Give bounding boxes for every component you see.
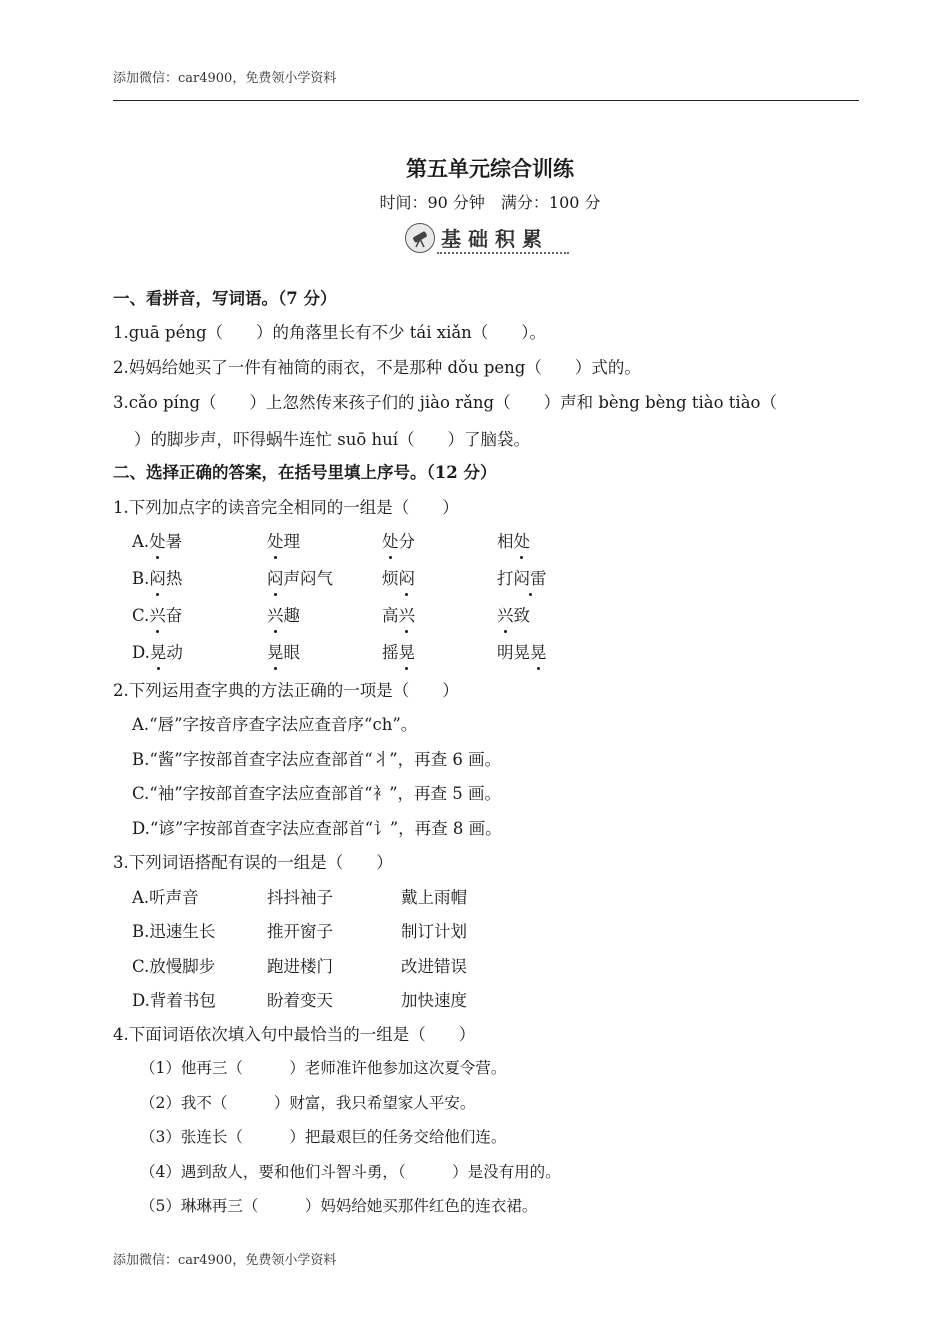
s2-q3-d-3: 加快速度: [401, 991, 467, 1010]
word: 处理: [267, 528, 300, 552]
s2-q3-c-2: 跑进楼门: [267, 957, 333, 976]
s2-q3-d-1: D.背着书包: [132, 991, 216, 1010]
word: 处分: [382, 528, 415, 552]
footer-note: 添加微信：car4900，免费领小学资料: [113, 1253, 337, 1268]
s2-q1-option-c: C.兴奋: [132, 602, 182, 626]
badge-label: 基础积累: [441, 227, 549, 251]
s2-q4-item-2: （2）我不（ ）财富，我只希望家人平安。: [140, 1094, 476, 1112]
word: 摇晃: [382, 639, 415, 663]
s2-q2-option-d: D.“谚”字按部首查字法应查部首“讠”，再查 8 画。: [132, 819, 502, 838]
word: 兴致: [497, 602, 530, 626]
word: 相处: [497, 528, 530, 552]
telescope-icon: [405, 223, 435, 253]
s2-q4-item-5: （5）琳琳再三（ ）妈妈给她买那件红色的连衣裙。: [140, 1197, 538, 1215]
s2-q3-d-2: 盼着变天: [267, 991, 333, 1010]
s2-q3-a-1: A.听声音: [132, 888, 199, 907]
s2-q3-a-2: 抖抖袖子: [267, 888, 333, 907]
s2-q1-option-d: D.晃动: [132, 639, 183, 663]
section-badge: [405, 221, 567, 255]
s2-q3-stem: 3.下列词语搭配有误的一组是（ ）: [113, 853, 393, 872]
word: 打闷雷: [497, 565, 547, 589]
section1-heading: 一、看拼音，写词语。（7 分）: [113, 289, 337, 308]
word: 兴趣: [267, 602, 300, 626]
s1-question-2: 2.妈妈给她买了一件有袖筒的雨衣，不是那种 dǒu peng（ ）式的。: [113, 358, 641, 377]
s2-q2-option-c: C.“袖”字按部首查字法应查部首“衤”，再查 5 画。: [132, 784, 502, 803]
header-note: 添加微信：car4900，免费领小学资料: [113, 71, 337, 86]
word: 烦闷: [382, 565, 415, 589]
s1-question-3b: ）的脚步声，吓得蜗牛连忙 suō huí（ ）了脑袋。: [134, 430, 531, 449]
word: 闷声闷气: [267, 565, 333, 589]
section2-heading: 二、选择正确的答案，在括号里填上序号。（12 分）: [113, 463, 497, 482]
header-rule: [113, 100, 859, 101]
s2-q4-item-3: （3）张连长（ ）把最艰巨的任务交给他们连。: [140, 1128, 507, 1146]
page-title: 第五单元综合训练: [406, 156, 574, 181]
s2-q3-b-3: 制订计划: [401, 922, 467, 941]
s2-q4-stem: 4.下面词语依次填入句中最恰当的一组是（ ）: [113, 1025, 476, 1044]
s2-q2-option-a: A.“唇”字按音序查字法应查音序“ch”。: [132, 715, 418, 734]
s2-q2-option-b: B.“酱”字按部首查字法应查部首“丬”，再查 6 画。: [132, 750, 502, 769]
s2-q4-item-1: （1）他再三（ ）老师准许他参加这次夏令营。: [140, 1059, 507, 1077]
badge-underline: [437, 252, 569, 254]
s2-q1-option-a: A.处暑: [132, 528, 182, 552]
word: 明晃晃: [497, 639, 547, 663]
s1-question-3a: 3.cǎo píng（ ）上忽然传来孩子们的 jiào rǎng（ ）声和 bèng bèng tiào tiào（: [113, 393, 777, 412]
s1-question-1: 1.guā péng（ ）的角落里长有不少 tái xiǎn（ ）。: [113, 323, 547, 342]
s2-q3-c-3: 改进错误: [401, 957, 467, 976]
s2-q4-item-4: （4）遇到敌人，要和他们斗智斗勇，（ ）是没有用的。: [140, 1163, 561, 1181]
s2-q3-c-1: C.放慢脚步: [132, 957, 216, 976]
s2-q2-stem: 2.下列运用查字典的方法正确的一项是（ ）: [113, 681, 459, 700]
s2-q1-stem: 1.下列加点字的读音完全相同的一组是（ ）: [113, 498, 459, 517]
s2-q3-b-2: 推开窗子: [267, 922, 333, 941]
s2-q1-option-b: B.闷热: [132, 565, 182, 589]
s2-q3-b-1: B.迅速生长: [132, 922, 216, 941]
s2-q3-a-3: 戴上雨帽: [401, 888, 467, 907]
word: 晃眼: [267, 639, 300, 663]
exam-time-score: 时间：90 分钟 满分：100 分: [379, 193, 601, 212]
word: 高兴: [382, 602, 415, 626]
